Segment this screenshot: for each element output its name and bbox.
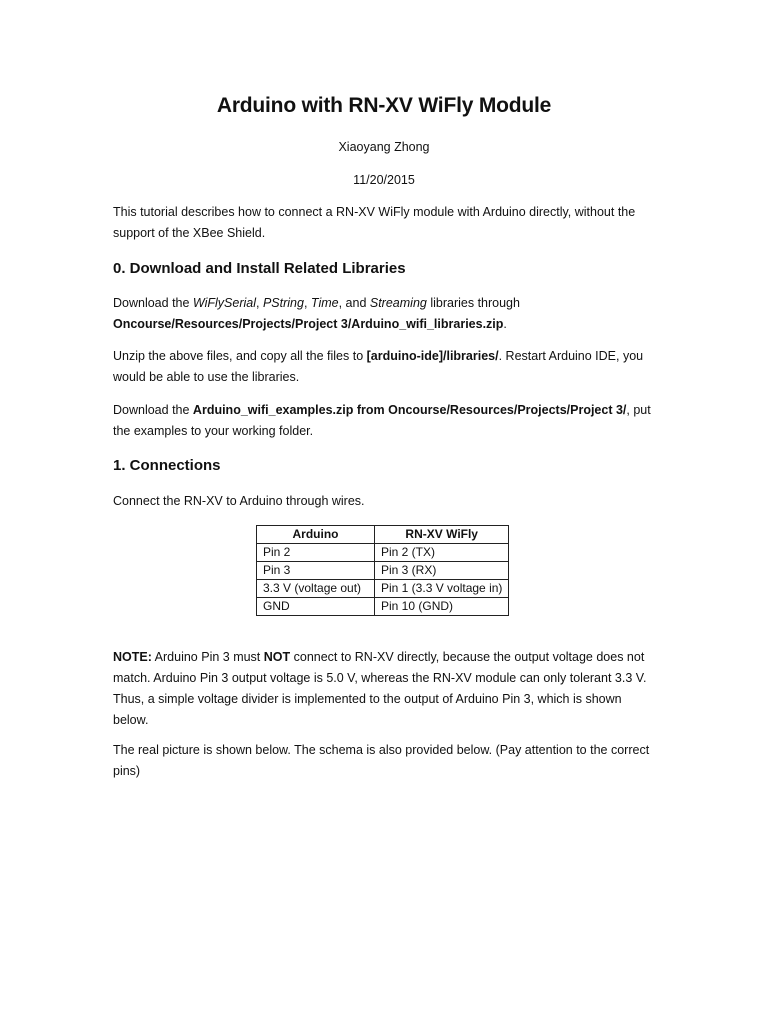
section1-heading: 1. Connections [113, 457, 221, 474]
text-run: , [303, 296, 311, 310]
text-run: libraries through [426, 296, 520, 310]
table-header-row [257, 526, 509, 544]
text-run: , put the examples to your working folder. [113, 403, 651, 438]
note-label: NOTE: [113, 650, 152, 664]
table-cell: Pin 1 (3.3 V voltage in) [375, 580, 509, 598]
note-emphasis: NOT [263, 650, 291, 664]
table-cell: Pin 2 (TX) [375, 544, 509, 562]
document-date: 11/20/2015 [353, 173, 415, 187]
text-run: , [256, 296, 263, 310]
column-header-arduino: Arduino [257, 526, 375, 544]
column-header-rnxv: RN-XV WiFly [375, 526, 509, 544]
intro-paragraph: This tutorial describes how to connect a RN-XV WiFly module with Arduino directly, without the support of the XBee Shield. [113, 205, 636, 240]
library-name: PString [262, 296, 304, 310]
libraries-path: Oncourse/Resources/Projects/Project 3/Arduino_wifi_libraries.zip [113, 317, 504, 331]
download-libraries-paragraph [113, 293, 658, 335]
table-row [257, 562, 509, 580]
table-row [257, 580, 509, 598]
text-run: Download the [113, 296, 193, 310]
table-row [257, 544, 509, 562]
text-run: , and [338, 296, 370, 310]
library-name: Streaming [369, 296, 427, 310]
text-run: . [503, 317, 507, 331]
author-name: Xiaoyang Zhong [338, 140, 430, 154]
libraries-folder-path: [arduino-ide]/libraries/ [366, 349, 499, 363]
table-cell: GND [257, 598, 375, 616]
text-run: Arduino Pin 3 must [151, 650, 264, 664]
text-run: connect to RN-XV directly, because the output voltage does not match. Arduino Pin 3 output voltage is 5.0 V, whereas the RN-XV module can only tolerant 3.3 V. Thus, a simple voltage divider is implemented to the output of Arduino Pin 3, which is shown below. [113, 650, 647, 727]
table-cell: Pin 10 (GND) [375, 598, 509, 616]
pin-connection-table [256, 525, 509, 616]
section0-heading: 0. Download and Install Related Libraries [113, 260, 406, 277]
text-run: Unzip the above files, and copy all the files to [113, 349, 367, 363]
table-cell: Pin 3 [257, 562, 375, 580]
text-run: . Restart Arduino IDE, you would be able to use the libraries. [113, 349, 644, 384]
table-cell: Pin 3 (RX) [375, 562, 509, 580]
examples-path: Arduino_wifi_examples.zip from Oncourse/Resources/Projects/Project 3/ [192, 403, 627, 417]
table-cell: Pin 2 [257, 544, 375, 562]
real-picture-paragraph: The real picture is shown below. The schema is also provided below. (Pay attention to the correct pins) [113, 743, 650, 778]
library-name: WiFlySerial [192, 296, 257, 310]
unzip-paragraph [113, 346, 658, 388]
table-row [257, 598, 509, 616]
document-title: Arduino with RN-XV WiFly Module [216, 94, 552, 117]
connect-paragraph: Connect the RN-XV to Arduino through wires. [113, 494, 365, 508]
library-name: Time [310, 296, 339, 310]
table-cell: 3.3 V (voltage out) [257, 580, 375, 598]
download-examples-paragraph [113, 400, 658, 442]
note-paragraph [113, 647, 658, 731]
text-run: Download the [113, 403, 193, 417]
